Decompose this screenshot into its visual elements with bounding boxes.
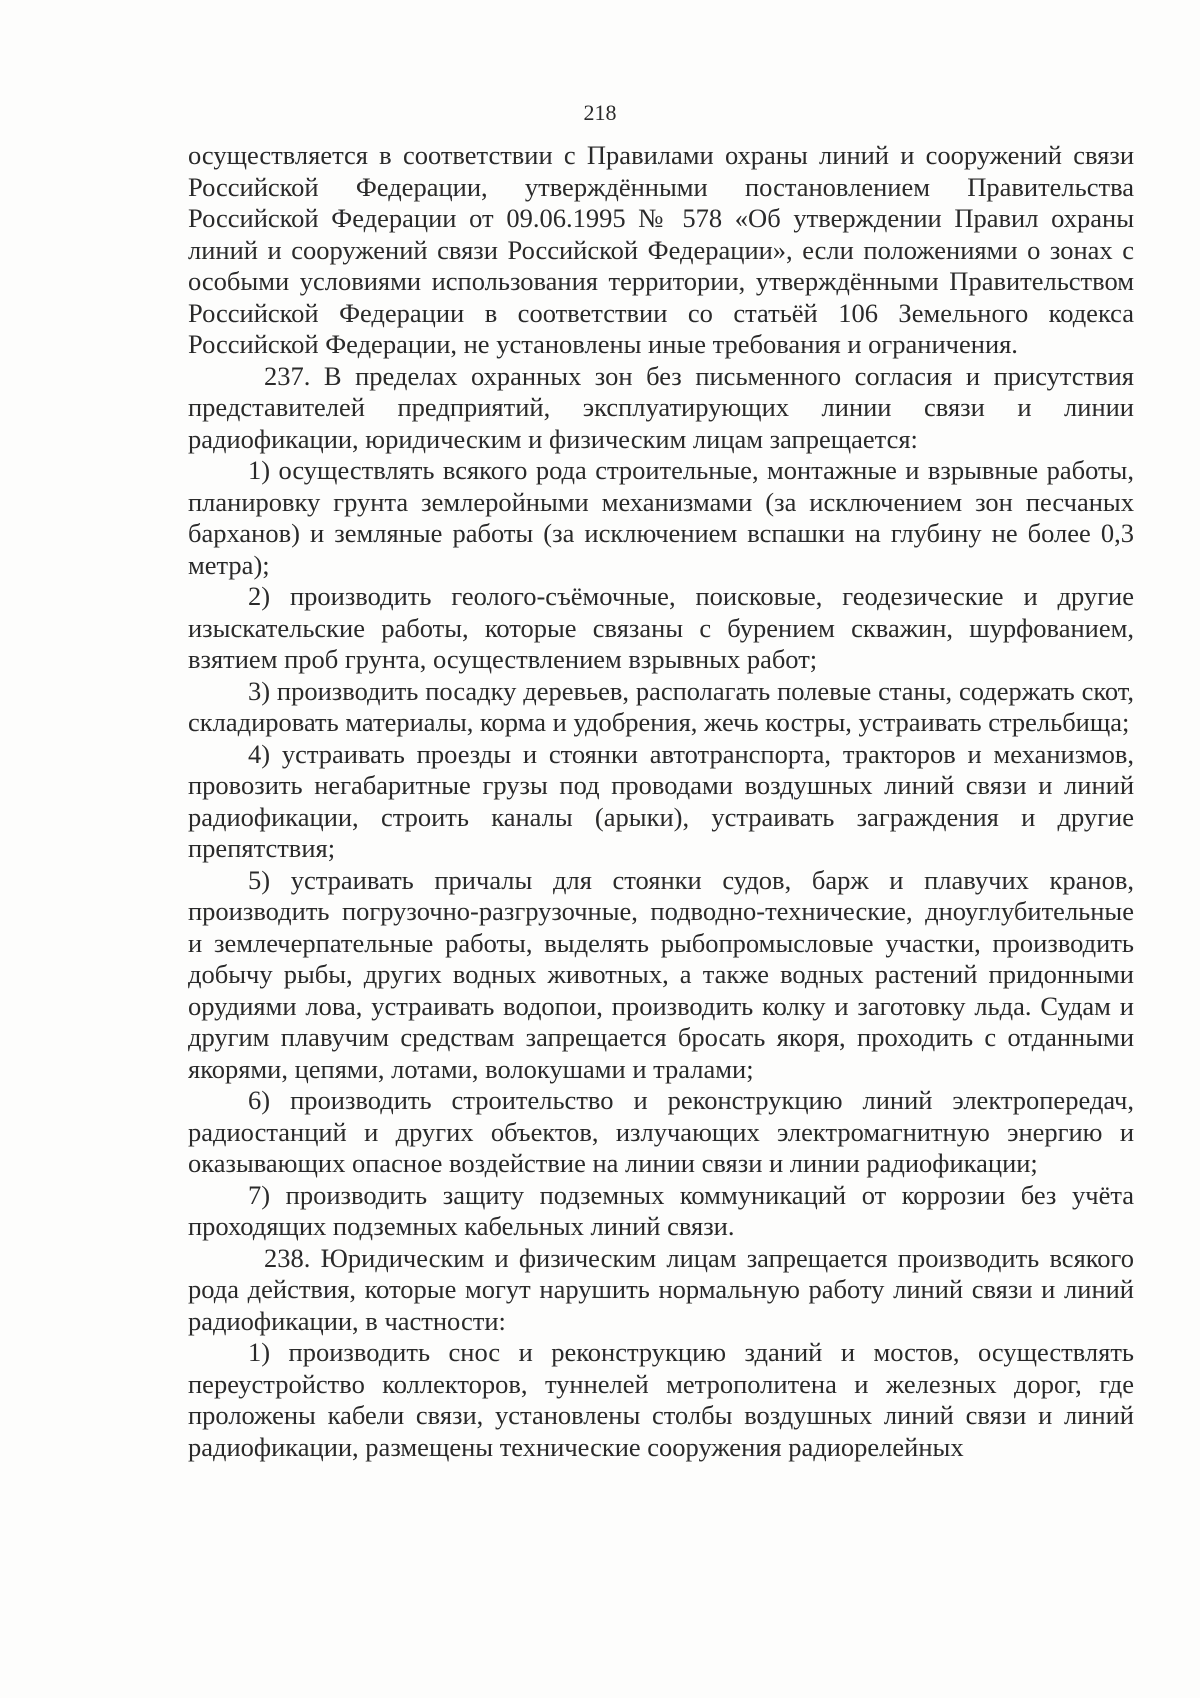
list-item-237-1: 1) осуществлять всякого рода строительные, монтажные и взрывные работы, планировку грунта землеройными механизмами (за исключением зон песчаных барханов) и земляные работы (за исключением вспашки на глубину не более 0,3 метра); <box>188 455 1134 580</box>
page-number: 218 <box>583 100 617 125</box>
paragraph-clause-237: 237. В пределах охранных зон без письменного согласия и присутствия представителей предприятий, эксплуатирующих линии связи и линии радиофикации, юридическим и физическим лицам запрещается: <box>188 360 1134 454</box>
paragraph-clause-238: 238. Юридическим и физическим лицам запрещается производить всякого рода действия, которые могут нарушить нормальную работу линий связи и линий радиофикации, в частности: <box>188 1242 1134 1336</box>
list-item-237-7: 7) производить защиту подземных коммуникаций от коррозии без учёта проходящих подземных кабельных линий связи. <box>188 1179 1134 1241</box>
list-item-237-5: 5) устраивать причалы для стоянки судов, барж и плавучих кранов, производить погрузочно-разгрузочные, подводно-технические, дноуглубительные и землечерпательные работы, выделять рыбопромысловые участки, производить добычу рыбы, других водных животных, а также водных растений придонными орудиями лова, устраивать водопои, производить колку и заготовку льда. Судам и другим плавучим средствам запрещается бросать якоря, проходить с отданными якорями, цепями, лотами, волокушами и тралами; <box>188 864 1134 1084</box>
list-item-237-6: 6) производить строительство и реконструкцию линий электропередач, радиостанций и других объектов, излучающих электромагнитную энергию и оказывающих опасное воздействие на линии связи и линии радиофикации; <box>188 1085 1134 1178</box>
document-body <box>188 140 1134 1463</box>
list-item-237-2: 2) производить геолого-съёмочные, поисковые, геодезические и другие изыскательские работы, которые связаны с бурением скважин, шурфованием, взятием проб грунта, осуществлением взрывных работ; <box>188 581 1134 674</box>
paragraph-continuation: осуществляется в соответствии с Правилами охраны линий и сооружений связи Российской Федерации, утверждёнными постановлением Правительства Российской Федерации от 09.06.1995 № 578 «Об утверждении Правил охраны линий и сооружений связи Российской Федерации», если положениями о зонах с особыми условиями использования территории, утверждёнными Правительством Российской Федерации в соответствии со статьёй 106 Земельного кодекса Российской Федерации, не установлены иные требования и ограничения. <box>188 140 1134 359</box>
list-item-237-4: 4) устраивать проезды и стоянки автотранспорта, тракторов и механизмов, провозить негабаритные грузы под проводами воздушных линий связи и линий радиофикации, строить каналы (арыки), устраивать заграждения и другие препятствия; <box>188 738 1134 863</box>
list-item-238-1: 1) производить снос и реконструкцию зданий и мостов, осуществлять переустройство коллекторов, туннелей метрополитена и железных дорог, где проложены кабели связи, установлены столбы воздушных линий связи и линий радиофикации, размещены технические сооружения радиорелейных <box>188 1337 1134 1462</box>
list-item-237-3: 3) производить посадку деревьев, располагать полевые станы, содержать скот, складировать материалы, корма и удобрения, жечь костры, устраивать стрельбища; <box>188 675 1134 737</box>
